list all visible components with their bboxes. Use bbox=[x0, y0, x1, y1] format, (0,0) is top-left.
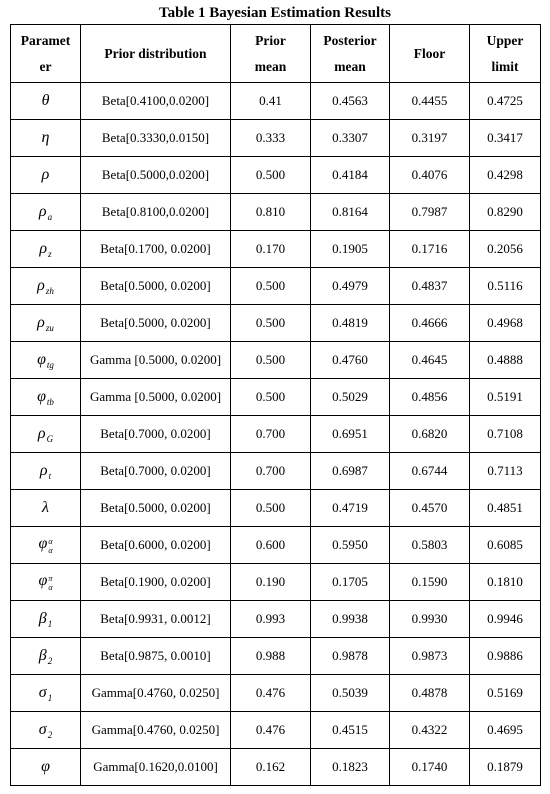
table-row bbox=[11, 453, 541, 490]
upper-limit-cell: 0.4968 bbox=[470, 305, 541, 342]
posterior-mean-cell: 0.9878 bbox=[311, 638, 390, 675]
parameter-subscript: 2 bbox=[47, 730, 53, 740]
upper-limit-cell: 0.2056 bbox=[470, 231, 541, 268]
parameter-symbol: φ bbox=[37, 351, 46, 368]
upper-limit-cell: 0.4851 bbox=[470, 490, 541, 527]
floor-cell: 0.6744 bbox=[390, 453, 470, 490]
upper-limit-cell: 0.9886 bbox=[470, 638, 541, 675]
prior-distribution-cell: Gamma[0.4760, 0.0250] bbox=[81, 675, 231, 712]
floor-cell: 0.4455 bbox=[390, 83, 470, 120]
table-row bbox=[11, 601, 541, 638]
floor-cell: 0.5803 bbox=[390, 527, 470, 564]
floor-cell: 0.4076 bbox=[390, 157, 470, 194]
posterior-mean-cell: 0.6987 bbox=[311, 453, 390, 490]
parameter-cell bbox=[11, 527, 81, 564]
upper-limit-cell: 0.5116 bbox=[470, 268, 541, 305]
parameter-symbol: θ bbox=[41, 92, 50, 109]
parameter-subscript: zu bbox=[45, 323, 54, 333]
parameter-subscript: t bbox=[48, 471, 52, 481]
parameter-subscript: zh bbox=[45, 286, 54, 296]
parameter-superscript: π bbox=[48, 573, 53, 583]
upper-limit-cell: 0.4725 bbox=[470, 83, 541, 120]
table-row bbox=[11, 564, 541, 601]
prior-distribution-cell: Gamma [0.5000, 0.0200] bbox=[81, 379, 231, 416]
prior-distribution-cell: Beta[0.1900, 0.0200] bbox=[81, 564, 231, 601]
table-body bbox=[11, 83, 541, 786]
upper-limit-cell: 0.7113 bbox=[470, 453, 541, 490]
parameter-subscript: tb bbox=[46, 397, 54, 407]
prior-distribution-cell: Beta[0.5000, 0.0200] bbox=[81, 268, 231, 305]
prior-mean-cell: 0.190 bbox=[231, 564, 311, 601]
header-upper-limit: Upper limit bbox=[470, 25, 541, 83]
parameter-superscript: α bbox=[48, 536, 53, 546]
upper-limit-cell: 0.6085 bbox=[470, 527, 541, 564]
prior-mean-cell: 0.993 bbox=[231, 601, 311, 638]
prior-distribution-cell: Beta[0.9931, 0.0012] bbox=[81, 601, 231, 638]
parameter-cell bbox=[11, 749, 81, 786]
upper-limit-cell: 0.9946 bbox=[470, 601, 541, 638]
table-row bbox=[11, 305, 541, 342]
prior-distribution-cell: Beta[0.5000, 0.0200] bbox=[81, 490, 231, 527]
prior-distribution-cell: Beta[0.7000, 0.0200] bbox=[81, 453, 231, 490]
upper-limit-cell: 0.7108 bbox=[470, 416, 541, 453]
prior-distribution-cell: Beta[0.6000, 0.0200] bbox=[81, 527, 231, 564]
posterior-mean-cell: 0.4719 bbox=[311, 490, 390, 527]
prior-mean-cell: 0.170 bbox=[231, 231, 311, 268]
table-row bbox=[11, 157, 541, 194]
parameter-symbol: ρ bbox=[39, 240, 48, 257]
prior-distribution-cell: Beta[0.7000, 0.0200] bbox=[81, 416, 231, 453]
posterior-mean-cell: 0.3307 bbox=[311, 120, 390, 157]
floor-cell: 0.6820 bbox=[390, 416, 470, 453]
parameter-subscript: 2 bbox=[47, 656, 53, 666]
upper-limit-cell: 0.5169 bbox=[470, 675, 541, 712]
prior-distribution-cell: Beta[0.5000,0.0200] bbox=[81, 157, 231, 194]
parameter-symbol: φ bbox=[37, 388, 46, 405]
parameter-symbol: ρ bbox=[37, 277, 45, 294]
table-row bbox=[11, 712, 541, 749]
floor-cell: 0.4322 bbox=[390, 712, 470, 749]
posterior-mean-cell: 0.5029 bbox=[311, 379, 390, 416]
table-row bbox=[11, 120, 541, 157]
posterior-mean-cell: 0.5950 bbox=[311, 527, 390, 564]
floor-cell: 0.7987 bbox=[390, 194, 470, 231]
table-row bbox=[11, 268, 541, 305]
parameter-cell bbox=[11, 638, 81, 675]
parameter-subscript: α bbox=[48, 545, 53, 555]
parameter-cell bbox=[11, 120, 81, 157]
parameter-sup-sub bbox=[48, 537, 52, 555]
table-caption: Table 1 Bayesian Estimation Results bbox=[159, 5, 391, 21]
prior-mean-cell: 0.810 bbox=[231, 194, 311, 231]
parameter-symbol: ρ bbox=[39, 462, 48, 479]
prior-distribution-cell: Beta[0.4100,0.0200] bbox=[81, 83, 231, 120]
parameter-cell bbox=[11, 83, 81, 120]
prior-mean-cell: 0.500 bbox=[231, 268, 311, 305]
table-row bbox=[11, 527, 541, 564]
prior-distribution-cell: Beta[0.1700, 0.0200] bbox=[81, 231, 231, 268]
posterior-mean-cell: 0.9938 bbox=[311, 601, 390, 638]
bayesian-estimation-table bbox=[10, 24, 541, 786]
parameter-subscript: 1 bbox=[47, 693, 53, 703]
floor-cell: 0.1716 bbox=[390, 231, 470, 268]
posterior-mean-cell: 0.8164 bbox=[311, 194, 390, 231]
table-row bbox=[11, 490, 541, 527]
upper-limit-cell: 0.1810 bbox=[470, 564, 541, 601]
table-row bbox=[11, 675, 541, 712]
parameter-symbol: ρ bbox=[37, 425, 46, 442]
parameter-symbol: β bbox=[38, 610, 47, 627]
floor-cell: 0.3197 bbox=[390, 120, 470, 157]
parameter-cell bbox=[11, 601, 81, 638]
table-row bbox=[11, 194, 541, 231]
parameter-symbol: φ bbox=[38, 572, 48, 590]
parameter-symbol: σ bbox=[38, 721, 47, 738]
parameter-cell bbox=[11, 268, 81, 305]
upper-limit-cell: 0.4298 bbox=[470, 157, 541, 194]
parameter-subscript: a bbox=[47, 212, 53, 222]
prior-distribution-cell: Gamma[0.4760, 0.0250] bbox=[81, 712, 231, 749]
parameter-cell bbox=[11, 342, 81, 379]
parameter-subscript: 1 bbox=[47, 619, 53, 629]
upper-limit-cell: 0.4888 bbox=[470, 342, 541, 379]
posterior-mean-cell: 0.1905 bbox=[311, 231, 390, 268]
parameter-symbol: λ bbox=[42, 499, 49, 516]
posterior-mean-cell: 0.4819 bbox=[311, 305, 390, 342]
table-row bbox=[11, 379, 541, 416]
prior-mean-cell: 0.500 bbox=[231, 305, 311, 342]
parameter-symbol: η bbox=[41, 129, 50, 146]
posterior-mean-cell: 0.1705 bbox=[311, 564, 390, 601]
header-posterior-mean: Posterior mean bbox=[311, 25, 390, 83]
posterior-mean-cell: 0.4515 bbox=[311, 712, 390, 749]
upper-limit-cell: 0.4695 bbox=[470, 712, 541, 749]
upper-limit-cell: 0.8290 bbox=[470, 194, 541, 231]
upper-limit-cell: 0.1879 bbox=[470, 749, 541, 786]
floor-cell: 0.1590 bbox=[390, 564, 470, 601]
parameter-sup-sub bbox=[48, 574, 52, 592]
parameter-cell bbox=[11, 379, 81, 416]
prior-distribution-cell: Beta[0.8100,0.0200] bbox=[81, 194, 231, 231]
posterior-mean-cell: 0.5039 bbox=[311, 675, 390, 712]
upper-limit-cell: 0.3417 bbox=[470, 120, 541, 157]
header-prior-mean: Prior mean bbox=[231, 25, 311, 83]
parameter-cell bbox=[11, 490, 81, 527]
parameter-subscript: tg bbox=[46, 360, 54, 370]
posterior-mean-cell: 0.6951 bbox=[311, 416, 390, 453]
prior-mean-cell: 0.700 bbox=[231, 416, 311, 453]
table-row bbox=[11, 231, 541, 268]
table-row bbox=[11, 342, 541, 379]
prior-mean-cell: 0.500 bbox=[231, 342, 311, 379]
prior-mean-cell: 0.988 bbox=[231, 638, 311, 675]
prior-mean-cell: 0.162 bbox=[231, 749, 311, 786]
parameter-cell bbox=[11, 305, 81, 342]
parameter-cell bbox=[11, 712, 81, 749]
posterior-mean-cell: 0.4979 bbox=[311, 268, 390, 305]
table-row bbox=[11, 83, 541, 120]
header-row bbox=[11, 25, 541, 83]
floor-cell: 0.1740 bbox=[390, 749, 470, 786]
floor-cell: 0.4645 bbox=[390, 342, 470, 379]
parameter-cell bbox=[11, 453, 81, 490]
parameter-cell bbox=[11, 157, 81, 194]
parameter-cell bbox=[11, 231, 81, 268]
posterior-mean-cell: 0.1823 bbox=[311, 749, 390, 786]
floor-cell: 0.4878 bbox=[390, 675, 470, 712]
floor-cell: 0.4570 bbox=[390, 490, 470, 527]
parameter-symbol: β bbox=[38, 647, 47, 664]
prior-mean-cell: 0.700 bbox=[231, 453, 311, 490]
prior-mean-cell: 0.500 bbox=[231, 490, 311, 527]
prior-mean-cell: 0.500 bbox=[231, 379, 311, 416]
prior-mean-cell: 0.500 bbox=[231, 157, 311, 194]
prior-mean-cell: 0.41 bbox=[231, 83, 311, 120]
floor-cell: 0.4666 bbox=[390, 305, 470, 342]
prior-distribution-cell: Gamma [0.5000, 0.0200] bbox=[81, 342, 231, 379]
prior-mean-cell: 0.476 bbox=[231, 675, 311, 712]
parameter-symbol: φ bbox=[41, 758, 50, 775]
parameter-cell bbox=[11, 416, 81, 453]
upper-limit-cell: 0.5191 bbox=[470, 379, 541, 416]
parameter-subscript: α bbox=[48, 582, 53, 592]
parameter-symbol: σ bbox=[38, 684, 47, 701]
parameter-cell bbox=[11, 194, 81, 231]
prior-distribution-cell: Beta[0.9875, 0.0010] bbox=[81, 638, 231, 675]
parameter-symbol: ρ bbox=[37, 314, 45, 331]
posterior-mean-cell: 0.4184 bbox=[311, 157, 390, 194]
posterior-mean-cell: 0.4760 bbox=[311, 342, 390, 379]
parameter-symbol: ρ bbox=[41, 166, 50, 183]
table-row bbox=[11, 749, 541, 786]
floor-cell: 0.9930 bbox=[390, 601, 470, 638]
prior-mean-cell: 0.600 bbox=[231, 527, 311, 564]
floor-cell: 0.4856 bbox=[390, 379, 470, 416]
posterior-mean-cell: 0.4563 bbox=[311, 83, 390, 120]
parameter-symbol: φ bbox=[38, 535, 48, 553]
parameter-symbol: ρ bbox=[38, 203, 47, 220]
prior-distribution-cell: Gamma[0.1620,0.0100] bbox=[81, 749, 231, 786]
table-row bbox=[11, 638, 541, 675]
parameter-subscript: G bbox=[46, 434, 54, 444]
prior-distribution-cell: Beta[0.5000, 0.0200] bbox=[81, 305, 231, 342]
prior-distribution-cell: Beta[0.3330,0.0150] bbox=[81, 120, 231, 157]
prior-mean-cell: 0.476 bbox=[231, 712, 311, 749]
parameter-cell bbox=[11, 564, 81, 601]
header-parameter: Paramet er bbox=[11, 25, 81, 83]
floor-cell: 0.4837 bbox=[390, 268, 470, 305]
parameter-subscript: z bbox=[48, 249, 52, 259]
floor-cell: 0.9873 bbox=[390, 638, 470, 675]
table-row bbox=[11, 416, 541, 453]
prior-mean-cell: 0.333 bbox=[231, 120, 311, 157]
parameter-cell bbox=[11, 675, 81, 712]
header-floor: Floor bbox=[390, 25, 470, 83]
header-prior-distribution: Prior distribution bbox=[81, 25, 231, 83]
